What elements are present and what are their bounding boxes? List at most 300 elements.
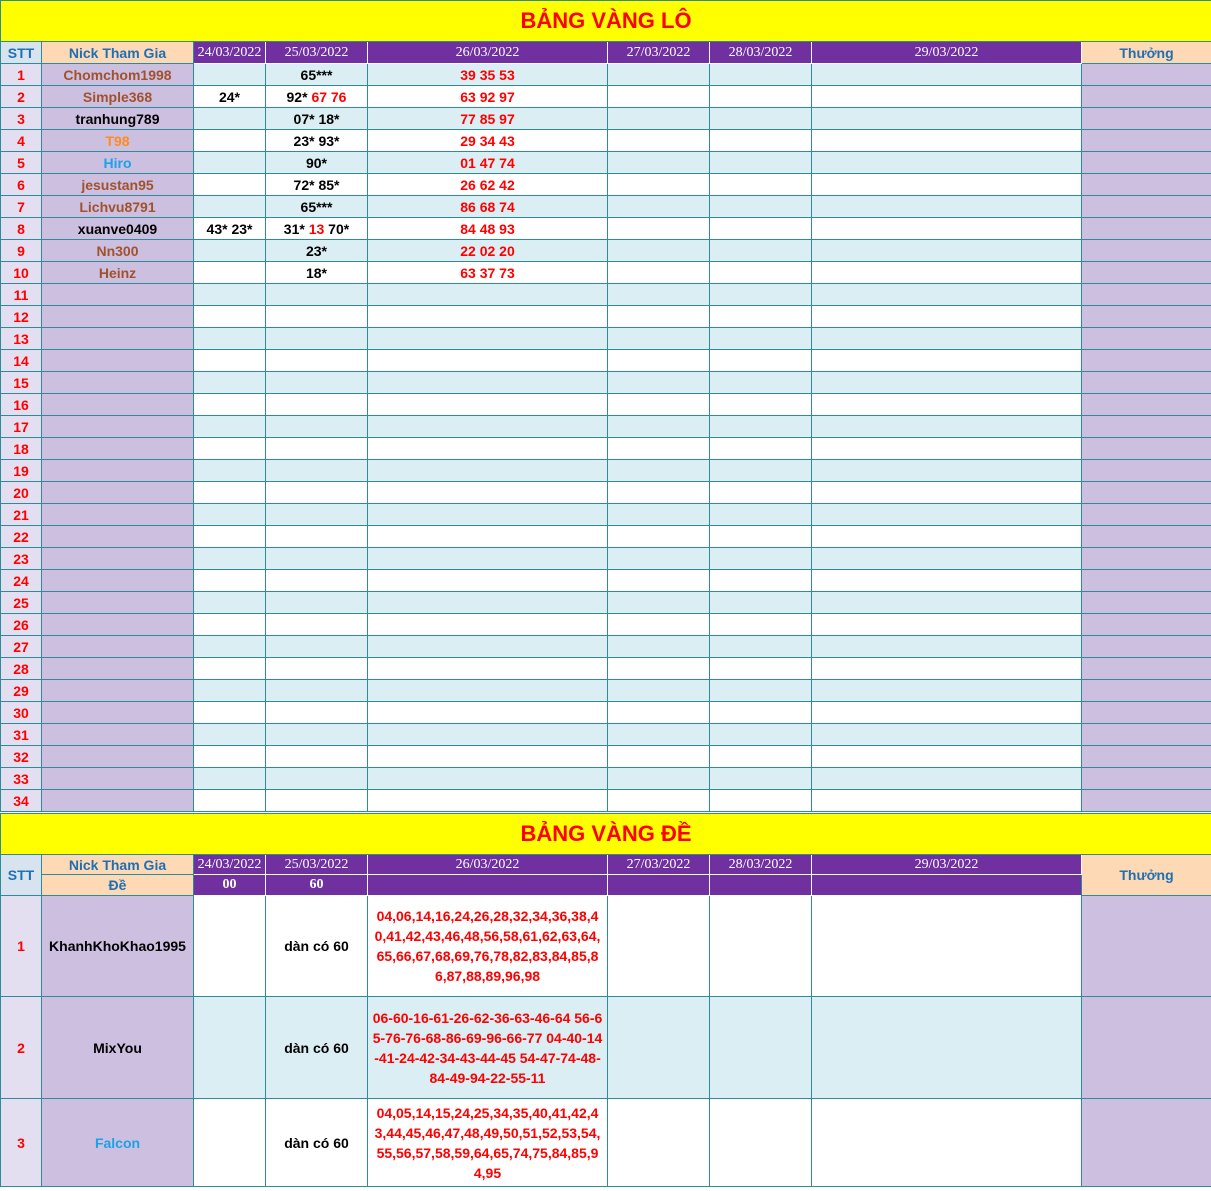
cell-27-03: [608, 64, 710, 86]
table-row: [1, 262, 1211, 284]
cell-25-03: [266, 614, 368, 636]
cell-26-03: 01 47 74: [368, 152, 608, 174]
nick-cell: Heinz: [42, 262, 194, 284]
cell-24-03: [194, 570, 266, 592]
table-row: [1, 438, 1211, 460]
stt-cell: 7: [1, 196, 42, 218]
cell-26-03: 63 37 73: [368, 262, 608, 284]
table-row: [1, 1099, 1211, 1187]
nick-cell: [42, 658, 194, 680]
cell-27-03: [608, 636, 710, 658]
cell-27-03: [608, 394, 710, 416]
stt-cell: 27: [1, 636, 42, 658]
cell-24-03: [194, 108, 266, 130]
cell-25-03: [266, 526, 368, 548]
date-header: 26/03/2022: [368, 42, 608, 64]
nick-cell: [42, 614, 194, 636]
cell-25-03: dàn có 60: [266, 1099, 368, 1187]
stt-header: STT: [1, 42, 42, 64]
table-row: [1, 658, 1211, 680]
cell-26-03: [368, 328, 608, 350]
cell-29-03: [812, 130, 1082, 152]
cell-27-03: [608, 724, 710, 746]
stt-cell: 3: [1, 1099, 42, 1187]
cell-28-03: [710, 196, 812, 218]
table-row: [1, 724, 1211, 746]
nick-cell: Lichvu8791: [42, 196, 194, 218]
cell-27-03: [608, 482, 710, 504]
nick-cell: [42, 768, 194, 790]
cell-24-03: [194, 548, 266, 570]
stt-cell: 25: [1, 592, 42, 614]
cell-26-03: [368, 746, 608, 768]
cell-25-03: [266, 438, 368, 460]
cell-25-03: [266, 218, 368, 240]
cell-25-03: [266, 130, 368, 152]
table-row: [1, 460, 1211, 482]
cell-25-03: [266, 790, 368, 812]
stt-cell: 22: [1, 526, 42, 548]
stt-cell: 2: [1, 997, 42, 1099]
cell-26-03: [368, 724, 608, 746]
table-row: [1, 328, 1211, 350]
cell-26-03: [368, 636, 608, 658]
cell-25-03: [266, 350, 368, 372]
cell-29-03: [812, 997, 1082, 1099]
date-header: 27/03/2022: [608, 855, 710, 875]
result-cell: 60: [266, 875, 368, 896]
cell-27-03: [608, 306, 710, 328]
stt-cell: 21: [1, 504, 42, 526]
cell-25-03: [266, 284, 368, 306]
cell-29-03: [812, 724, 1082, 746]
result-cell: [368, 875, 608, 896]
cell-27-03: [608, 658, 710, 680]
prize-cell: [1082, 790, 1211, 812]
nick-cell: Hiro: [42, 152, 194, 174]
cell-28-03: [710, 86, 812, 108]
cell-28-03: [710, 768, 812, 790]
cell-28-03: [710, 328, 812, 350]
lo-title: BẢNG VÀNG LÔ: [1, 1, 1211, 42]
cell-27-03: [608, 174, 710, 196]
cell-25-03: [266, 636, 368, 658]
cell-28-03: [710, 570, 812, 592]
cell-26-03: [368, 482, 608, 504]
table-row: [1, 218, 1211, 240]
stt-cell: 15: [1, 372, 42, 394]
cell-26-03: 84 48 93: [368, 218, 608, 240]
table-row: [1, 504, 1211, 526]
prize-cell: [1082, 658, 1211, 680]
nick-cell: [42, 746, 194, 768]
nick-header: Nick Tham Gia: [42, 855, 194, 875]
stt-cell: 9: [1, 240, 42, 262]
stt-cell: 32: [1, 746, 42, 768]
cell-28-03: [710, 350, 812, 372]
cell-27-03: [608, 152, 710, 174]
number-span: 31*: [283, 220, 309, 237]
cell-26-03: 77 85 97: [368, 108, 608, 130]
cell-26-03: [368, 526, 608, 548]
cell-28-03: [710, 592, 812, 614]
prize-cell: [1082, 438, 1211, 460]
stt-cell: 11: [1, 284, 42, 306]
nick-cell: [42, 724, 194, 746]
cell-24-03: [194, 240, 266, 262]
table-row: [1, 790, 1211, 812]
cell-27-03: [608, 896, 710, 997]
table-row: [1, 680, 1211, 702]
table-row: [1, 394, 1211, 416]
number-span: 23* 93*: [293, 132, 340, 149]
cell-29-03: [812, 416, 1082, 438]
stt-cell: 13: [1, 328, 42, 350]
cell-26-03: [368, 416, 608, 438]
date-header: 27/03/2022: [608, 42, 710, 64]
table-row: [1, 997, 1211, 1099]
nick-cell: [42, 548, 194, 570]
cell-27-03: [608, 592, 710, 614]
cell-27-03: [608, 416, 710, 438]
prize-cell: [1082, 372, 1211, 394]
number-span: 72* 85*: [293, 176, 340, 193]
cell-27-03: [608, 504, 710, 526]
stt-cell: 12: [1, 306, 42, 328]
table-row: [1, 130, 1211, 152]
cell-29-03: [812, 438, 1082, 460]
prize-cell: [1082, 284, 1211, 306]
cell-24-03: [194, 1099, 266, 1187]
cell-25-03: [266, 240, 368, 262]
cell-27-03: [608, 768, 710, 790]
table-row: [1, 896, 1211, 997]
prize-header: Thưởng: [1082, 855, 1211, 896]
stt-cell: 23: [1, 548, 42, 570]
cell-26-03: 22 02 20: [368, 240, 608, 262]
cell-28-03: [710, 438, 812, 460]
number-span: 92*: [286, 88, 312, 105]
cell-29-03: [812, 658, 1082, 680]
table-row: [1, 306, 1211, 328]
cell-29-03: [812, 372, 1082, 394]
cell-25-03: [266, 152, 368, 174]
cell-26-03: [368, 306, 608, 328]
table-row: [1, 702, 1211, 724]
cell-27-03: [608, 86, 710, 108]
prize-cell: [1082, 262, 1211, 284]
cell-28-03: [710, 548, 812, 570]
date-header: 28/03/2022: [710, 855, 812, 875]
prize-cell: [1082, 416, 1211, 438]
cell-25-03: [266, 592, 368, 614]
cell-27-03: [608, 438, 710, 460]
result-cell: [812, 875, 1082, 896]
cell-26-03: [368, 284, 608, 306]
table-row: [1, 636, 1211, 658]
cell-25-03: [266, 482, 368, 504]
cell-29-03: [812, 614, 1082, 636]
nick-cell: [42, 372, 194, 394]
prize-cell: [1082, 86, 1211, 108]
date-header: 28/03/2022: [710, 42, 812, 64]
cell-29-03: [812, 460, 1082, 482]
table-row: [1, 152, 1211, 174]
cell-28-03: [710, 636, 812, 658]
table-row: [1, 174, 1211, 196]
cell-24-03: 43* 23*: [194, 218, 266, 240]
stt-cell: 31: [1, 724, 42, 746]
cell-29-03: [812, 328, 1082, 350]
nick-cell: Nn300: [42, 240, 194, 262]
number-span: 07* 18*: [293, 110, 340, 127]
date-header: 25/03/2022: [266, 855, 368, 875]
table-row: [1, 768, 1211, 790]
cell-27-03: [608, 570, 710, 592]
cell-28-03: [710, 790, 812, 812]
cell-28-03: [710, 896, 812, 997]
table-row: [1, 526, 1211, 548]
nick-cell: Simple368: [42, 86, 194, 108]
cell-24-03: [194, 416, 266, 438]
cell-25-03: [266, 174, 368, 196]
prize-cell: [1082, 394, 1211, 416]
cell-24-03: [194, 262, 266, 284]
cell-27-03: [608, 328, 710, 350]
cell-24-03: [194, 130, 266, 152]
cell-24-03: [194, 350, 266, 372]
cell-29-03: [812, 152, 1082, 174]
table-row: [1, 284, 1211, 306]
prize-cell: [1082, 570, 1211, 592]
nick-cell: [42, 680, 194, 702]
nick-cell: [42, 394, 194, 416]
cell-28-03: [710, 218, 812, 240]
cell-29-03: [812, 548, 1082, 570]
date-header: 24/03/2022: [194, 42, 266, 64]
stt-cell: 33: [1, 768, 42, 790]
cell-25-03: [266, 328, 368, 350]
cell-27-03: [608, 997, 710, 1099]
table-row: [1, 350, 1211, 372]
table-row: [1, 240, 1211, 262]
cell-24-03: [194, 997, 266, 1099]
prize-cell: [1082, 614, 1211, 636]
cell-24-03: [194, 658, 266, 680]
cell-26-03: 06-60-16-61-26-62-36-63-46-64 56-65-76-76-68-86-69-96-66-77 04-40-14-41-24-42-34-43-44-45 54-47-74-48-84-49-94-22-55-11: [368, 997, 608, 1099]
cell-27-03: [608, 680, 710, 702]
cell-24-03: 24*: [194, 86, 266, 108]
stt-cell: 24: [1, 570, 42, 592]
nick-cell: MixYou: [42, 997, 194, 1099]
cell-28-03: [710, 130, 812, 152]
cell-28-03: [710, 614, 812, 636]
stt-cell: 8: [1, 218, 42, 240]
date-header: 29/03/2022: [812, 42, 1082, 64]
cell-28-03: [710, 64, 812, 86]
cell-29-03: [812, 746, 1082, 768]
stt-cell: 30: [1, 702, 42, 724]
cell-25-03: [266, 680, 368, 702]
cell-29-03: [812, 570, 1082, 592]
cell-29-03: [812, 394, 1082, 416]
de-table: [0, 813, 1211, 1187]
cell-29-03: [812, 504, 1082, 526]
result-cell: 00: [194, 875, 266, 896]
cell-25-03: [266, 64, 368, 86]
cell-29-03: [812, 1099, 1082, 1187]
cell-24-03: [194, 790, 266, 812]
cell-25-03: [266, 658, 368, 680]
cell-29-03: [812, 218, 1082, 240]
cell-28-03: [710, 174, 812, 196]
cell-26-03: [368, 394, 608, 416]
cell-28-03: [710, 460, 812, 482]
cell-28-03: [710, 372, 812, 394]
cell-28-03: [710, 108, 812, 130]
cell-29-03: [812, 64, 1082, 86]
cell-27-03: [608, 372, 710, 394]
cell-25-03: [266, 262, 368, 284]
cell-24-03: [194, 438, 266, 460]
cell-25-03: dàn có 60: [266, 896, 368, 997]
cell-28-03: [710, 702, 812, 724]
stt-cell: 2: [1, 86, 42, 108]
nick-cell: [42, 350, 194, 372]
cell-27-03: [608, 526, 710, 548]
cell-27-03: [608, 262, 710, 284]
cell-26-03: [368, 702, 608, 724]
nick-cell: [42, 482, 194, 504]
cell-29-03: [812, 174, 1082, 196]
cell-29-03: [812, 196, 1082, 218]
prize-cell: [1082, 152, 1211, 174]
cell-24-03: [194, 768, 266, 790]
cell-28-03: [710, 482, 812, 504]
cell-24-03: [194, 284, 266, 306]
cell-27-03: [608, 130, 710, 152]
cell-29-03: [812, 896, 1082, 997]
nick-cell: [42, 460, 194, 482]
table-row: [1, 746, 1211, 768]
cell-24-03: [194, 306, 266, 328]
nick-cell: jesustan95: [42, 174, 194, 196]
cell-24-03: [194, 680, 266, 702]
stt-cell: 19: [1, 460, 42, 482]
cell-26-03: [368, 438, 608, 460]
cell-26-03: 29 34 43: [368, 130, 608, 152]
cell-28-03: [710, 262, 812, 284]
table-row: [1, 86, 1211, 108]
cell-29-03: [812, 482, 1082, 504]
date-header: 26/03/2022: [368, 855, 608, 875]
cell-27-03: [608, 350, 710, 372]
cell-26-03: [368, 460, 608, 482]
cell-29-03: [812, 108, 1082, 130]
cell-26-03: [368, 592, 608, 614]
cell-28-03: [710, 1099, 812, 1187]
prize-cell: [1082, 548, 1211, 570]
number-span: 90*: [305, 154, 328, 171]
nick-cell: [42, 438, 194, 460]
cell-25-03: [266, 724, 368, 746]
prize-cell: [1082, 108, 1211, 130]
cell-28-03: [710, 152, 812, 174]
cell-26-03: 86 68 74: [368, 196, 608, 218]
cell-26-03: 04,06,14,16,24,26,28,32,34,36,38,40,41,42,43,46,48,56,58,61,62,63,64,65,66,67,68,69,76,78,82,83,84,85,86,87,88,89,96,98: [368, 896, 608, 997]
cell-25-03: [266, 416, 368, 438]
number-span: 23*: [305, 242, 328, 259]
nick-cell: tranhung789: [42, 108, 194, 130]
cell-24-03: [194, 526, 266, 548]
number-span: 67 76: [311, 88, 347, 105]
cell-26-03: [368, 680, 608, 702]
cell-27-03: [608, 240, 710, 262]
cell-26-03: [368, 614, 608, 636]
cell-24-03: [194, 614, 266, 636]
cell-28-03: [710, 416, 812, 438]
prize-cell: [1082, 174, 1211, 196]
cell-25-03: [266, 306, 368, 328]
cell-28-03: [710, 746, 812, 768]
table-row: [1, 416, 1211, 438]
date-header: 25/03/2022: [266, 42, 368, 64]
cell-28-03: [710, 284, 812, 306]
nick-cell: [42, 702, 194, 724]
cell-25-03: [266, 86, 368, 108]
cell-24-03: [194, 372, 266, 394]
cell-29-03: [812, 86, 1082, 108]
cell-24-03: [194, 592, 266, 614]
cell-29-03: [812, 680, 1082, 702]
prize-cell: [1082, 328, 1211, 350]
cell-25-03: [266, 548, 368, 570]
cell-26-03: [368, 790, 608, 812]
cell-25-03: [266, 372, 368, 394]
prize-cell: [1082, 746, 1211, 768]
cell-27-03: [608, 614, 710, 636]
cell-29-03: [812, 350, 1082, 372]
cell-24-03: [194, 746, 266, 768]
table-row: [1, 64, 1211, 86]
stt-cell: 6: [1, 174, 42, 196]
number-span: 65***: [300, 66, 333, 83]
table-row: [1, 548, 1211, 570]
cell-24-03: [194, 196, 266, 218]
stt-cell: 34: [1, 790, 42, 812]
cell-24-03: [194, 394, 266, 416]
cell-27-03: [608, 790, 710, 812]
prize-cell: [1082, 196, 1211, 218]
cell-29-03: [812, 306, 1082, 328]
stt-cell: 1: [1, 896, 42, 997]
nick-cell: KhanhKhoKhao1995: [42, 896, 194, 997]
cell-26-03: [368, 768, 608, 790]
stt-cell: 20: [1, 482, 42, 504]
prize-cell: [1082, 482, 1211, 504]
cell-27-03: [608, 746, 710, 768]
nick-cell: [42, 416, 194, 438]
cell-28-03: [710, 997, 812, 1099]
nick-cell: Falcon: [42, 1099, 194, 1187]
cell-28-03: [710, 724, 812, 746]
cell-29-03: [812, 768, 1082, 790]
date-header: 29/03/2022: [812, 855, 1082, 875]
cell-29-03: [812, 262, 1082, 284]
cell-28-03: [710, 680, 812, 702]
table-row: [1, 592, 1211, 614]
cell-29-03: [812, 636, 1082, 658]
